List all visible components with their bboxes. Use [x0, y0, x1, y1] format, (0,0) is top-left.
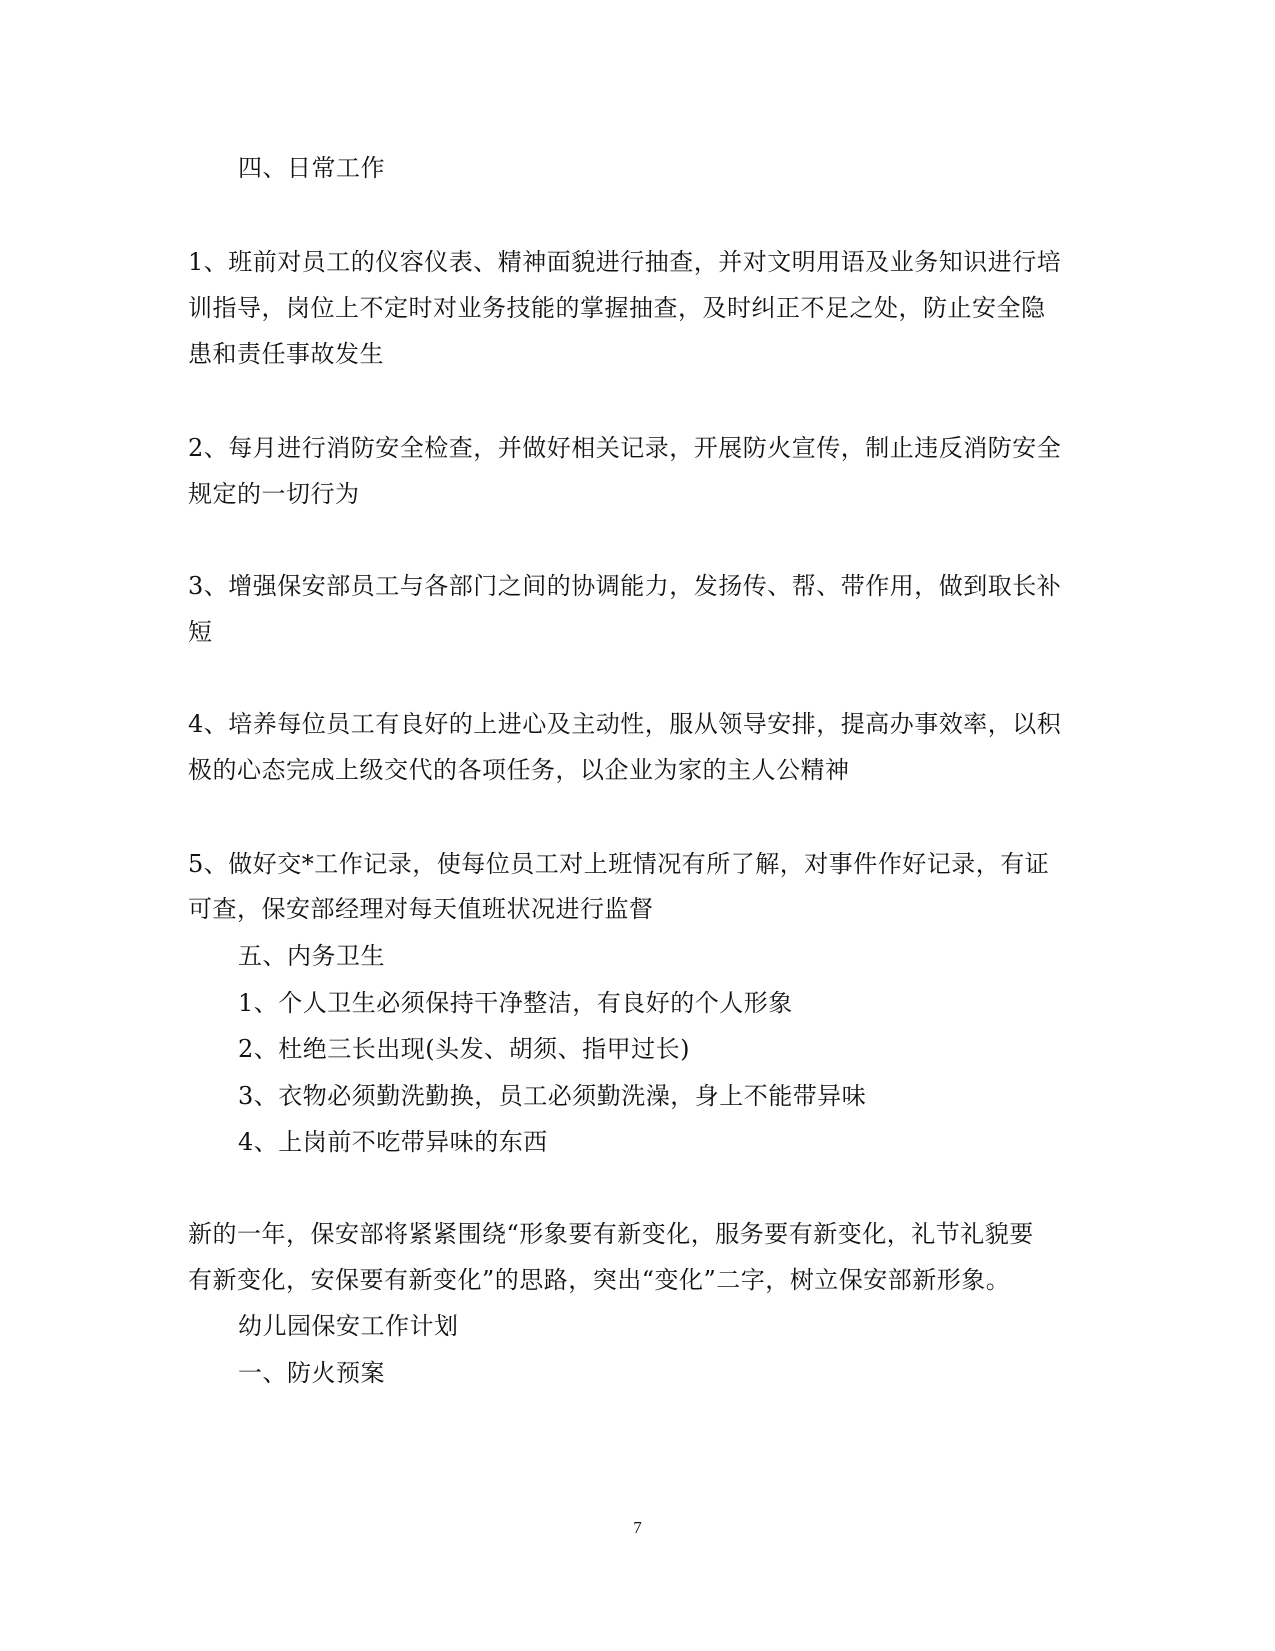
item-2-line-2: 规定的一切行为	[188, 480, 360, 508]
section-heading-daily-work: 四、日常工作	[238, 154, 385, 182]
closing-paragraph-line-2: 有新变化，安保要有新变化”的思路，突出“变化”二字，树立保安部新形象。	[188, 1266, 1011, 1294]
hygiene-item-2: 2、杜绝三长出现(头发、胡须、指甲过长)	[238, 1035, 690, 1063]
hygiene-item-1: 1、个人卫生必须保持干净整洁，有良好的个人形象	[238, 989, 793, 1017]
item-3-line-1: 3、增强保安部员工与各部门之间的协调能力，发扬传、帮、带作用，做到取长补	[188, 572, 1062, 600]
next-section-heading: 一、防火预案	[238, 1359, 385, 1387]
section-heading-hygiene: 五、内务卫生	[238, 942, 385, 970]
item-5-line-1: 5、做好交*工作记录，使每位员工对上班情况有所了解，对事件作好记录，有证	[188, 850, 1050, 878]
item-4-line-2: 极的心态完成上级交代的各项任务，以企业为家的主人公精神	[188, 756, 850, 784]
hygiene-item-4: 4、上岗前不吃带异味的东西	[238, 1128, 548, 1156]
item-1-line-1: 1、班前对员工的仪容仪表、精神面貌进行抽查，并对文明用语及业务知识进行培	[188, 248, 1062, 276]
item-3-line-2: 短	[188, 618, 213, 646]
item-1-line-3: 患和责任事故发生	[188, 340, 384, 368]
item-5-line-2: 可查，保安部经理对每天值班状况进行监督	[188, 895, 654, 923]
hygiene-item-3: 3、衣物必须勤洗勤换，员工必须勤洗澡，身上不能带异味	[238, 1082, 867, 1110]
item-4-line-1: 4、培养每位员工有良好的上进心及主动性，服从领导安排，提高办事效率，以积	[188, 710, 1062, 738]
item-1-line-2: 训指导，岗位上不定时对业务技能的掌握抽查，及时纠正不足之处，防止安全隐	[188, 294, 1046, 322]
item-2-line-1: 2、每月进行消防安全检查，并做好相关记录，开展防火宣传，制止违反消防安全	[188, 434, 1062, 462]
page-number: 7	[633, 1518, 642, 1537]
closing-paragraph-line-1: 新的一年，保安部将紧紧围绕“形象要有新变化，服务要有新变化，礼节礼貌要	[188, 1220, 1034, 1248]
next-section-title: 幼儿园保安工作计划	[238, 1312, 459, 1340]
